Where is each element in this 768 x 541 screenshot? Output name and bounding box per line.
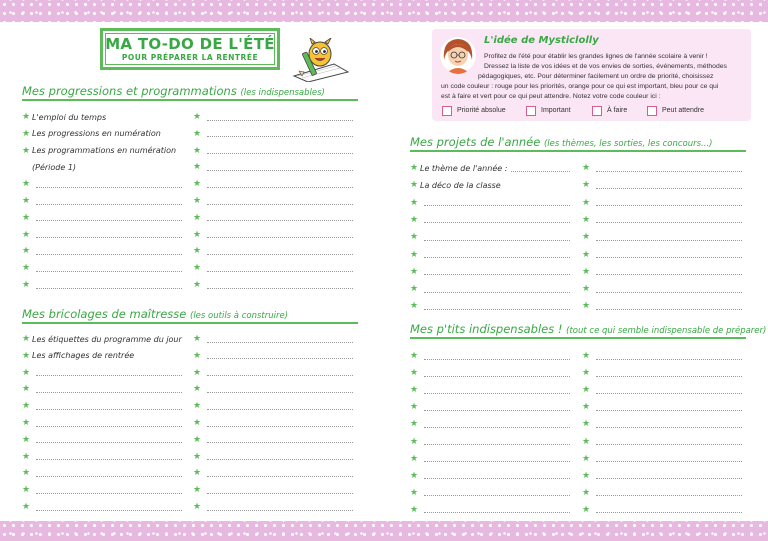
list-item-text: Le thème de l'année : bbox=[420, 163, 508, 173]
writing-line[interactable] bbox=[207, 392, 353, 393]
list-item bbox=[22, 483, 182, 497]
writing-line[interactable] bbox=[36, 237, 182, 238]
star-icon: ★ bbox=[22, 350, 31, 361]
list-item bbox=[410, 486, 570, 500]
teacher-avatar-icon bbox=[440, 36, 476, 74]
writing-line[interactable] bbox=[207, 442, 353, 443]
writing-line[interactable] bbox=[596, 478, 742, 479]
list-item bbox=[410, 400, 570, 414]
writing-line[interactable] bbox=[596, 205, 742, 206]
list-item bbox=[410, 178, 570, 192]
star-icon: ★ bbox=[410, 180, 419, 191]
star-icon: ★ bbox=[22, 468, 31, 479]
list-item bbox=[193, 382, 353, 396]
writing-line[interactable] bbox=[36, 510, 182, 511]
list-item bbox=[582, 248, 742, 262]
writing-line[interactable] bbox=[207, 358, 353, 359]
star-icon: ★ bbox=[582, 266, 591, 277]
star-icon: ★ bbox=[410, 368, 419, 379]
list-item bbox=[582, 486, 742, 500]
writing-line[interactable] bbox=[596, 292, 742, 293]
list-item bbox=[22, 211, 182, 225]
star-icon: ★ bbox=[193, 263, 202, 274]
star-icon: ★ bbox=[22, 334, 31, 344]
list-item bbox=[193, 160, 353, 174]
writing-line[interactable] bbox=[424, 512, 570, 513]
list-item bbox=[410, 417, 570, 431]
color-code-label: À faire bbox=[607, 107, 628, 114]
tip-line: pédagogiques, etc. Pour déterminer facilement un ordre de priorité, choisissez bbox=[478, 73, 714, 80]
star-icon: ★ bbox=[22, 502, 31, 512]
list-item bbox=[582, 230, 742, 244]
list-item bbox=[410, 248, 570, 262]
list-item bbox=[410, 469, 570, 483]
list-item-text: Les étiquettes du programme du jour bbox=[32, 334, 182, 344]
writing-line[interactable] bbox=[424, 359, 570, 360]
star-icon: ★ bbox=[193, 401, 202, 412]
star-icon: ★ bbox=[22, 418, 31, 428]
star-icon: ★ bbox=[22, 280, 31, 290]
list-item bbox=[22, 278, 182, 292]
star-icon: ★ bbox=[582, 487, 591, 498]
star-icon: ★ bbox=[193, 112, 202, 122]
writing-line[interactable] bbox=[207, 271, 353, 272]
list-item bbox=[22, 416, 182, 430]
list-item bbox=[193, 366, 353, 380]
list-item bbox=[193, 261, 353, 275]
page-subtitle: POUR PRÉPARER LA RENTRÉE bbox=[121, 53, 259, 62]
list-item bbox=[22, 450, 182, 464]
writing-line[interactable] bbox=[207, 510, 353, 511]
list-item bbox=[582, 161, 742, 175]
star-icon: ★ bbox=[410, 453, 419, 464]
writing-line[interactable] bbox=[36, 476, 182, 477]
list-item bbox=[22, 244, 182, 258]
list-item bbox=[582, 196, 742, 210]
list-item bbox=[193, 194, 353, 208]
writing-line[interactable] bbox=[36, 442, 182, 443]
star-icon: ★ bbox=[410, 232, 419, 243]
writing-line[interactable] bbox=[424, 376, 570, 377]
section-rule bbox=[410, 150, 746, 152]
star-icon: ★ bbox=[22, 212, 31, 223]
writing-line[interactable] bbox=[207, 153, 353, 154]
list-item-text: (Période 1) bbox=[32, 162, 77, 172]
writing-line[interactable] bbox=[207, 237, 353, 238]
tip-title: L'idée de Mysticlolly bbox=[484, 35, 599, 46]
list-item bbox=[22, 382, 182, 396]
star-icon: ★ bbox=[410, 197, 419, 208]
star-icon: ★ bbox=[22, 112, 31, 122]
writing-line[interactable] bbox=[207, 204, 353, 205]
star-icon: ★ bbox=[193, 384, 202, 395]
writing-line[interactable] bbox=[596, 427, 742, 428]
star-icon: ★ bbox=[582, 249, 591, 260]
star-icon: ★ bbox=[193, 196, 202, 206]
writing-line[interactable] bbox=[207, 476, 353, 477]
star-icon: ★ bbox=[410, 436, 419, 447]
star-icon: ★ bbox=[410, 351, 419, 361]
writing-line[interactable] bbox=[36, 187, 182, 188]
top-polka-band bbox=[0, 0, 768, 22]
list-item bbox=[22, 160, 182, 174]
star-icon: ★ bbox=[582, 351, 591, 361]
writing-line[interactable] bbox=[207, 187, 353, 188]
list-item bbox=[22, 433, 182, 447]
star-icon: ★ bbox=[193, 179, 202, 190]
writing-line[interactable] bbox=[596, 444, 742, 445]
list-item bbox=[22, 366, 182, 380]
writing-line[interactable] bbox=[424, 240, 570, 241]
writing-line[interactable] bbox=[596, 461, 742, 462]
color-code-checkbox-priorite[interactable] bbox=[442, 106, 452, 116]
writing-line[interactable] bbox=[424, 495, 570, 496]
star-icon: ★ bbox=[22, 434, 31, 445]
writing-line[interactable] bbox=[36, 392, 182, 393]
star-icon: ★ bbox=[22, 196, 31, 206]
bottom-polka-band bbox=[0, 521, 768, 541]
star-icon: ★ bbox=[22, 246, 31, 257]
list-item bbox=[410, 161, 570, 175]
writing-line[interactable] bbox=[36, 409, 182, 410]
list-item-text: Les progressions en numération bbox=[32, 129, 161, 139]
section-rule bbox=[410, 337, 746, 339]
star-icon: ★ bbox=[193, 212, 202, 223]
star-icon: ★ bbox=[22, 263, 31, 274]
writing-line[interactable] bbox=[596, 257, 742, 258]
writing-line[interactable] bbox=[36, 271, 182, 272]
writing-line[interactable] bbox=[424, 478, 570, 479]
writing-line[interactable] bbox=[596, 309, 742, 310]
writing-line[interactable] bbox=[36, 493, 182, 494]
list-item bbox=[193, 450, 353, 464]
list-item bbox=[410, 213, 570, 227]
list-item bbox=[410, 383, 570, 397]
list-item bbox=[582, 383, 742, 397]
writing-line[interactable] bbox=[424, 257, 570, 258]
writing-line[interactable] bbox=[596, 171, 742, 172]
star-icon: ★ bbox=[193, 502, 202, 512]
writing-line[interactable] bbox=[424, 393, 570, 394]
star-icon: ★ bbox=[582, 470, 591, 481]
list-item bbox=[22, 466, 182, 480]
star-icon: ★ bbox=[193, 280, 202, 290]
star-icon: ★ bbox=[410, 249, 419, 260]
list-item bbox=[22, 500, 182, 514]
writing-line[interactable] bbox=[596, 188, 742, 189]
list-item bbox=[193, 349, 353, 363]
writing-line[interactable] bbox=[424, 274, 570, 275]
list-item bbox=[582, 213, 742, 227]
list-item bbox=[22, 110, 182, 124]
star-icon: ★ bbox=[410, 385, 419, 396]
star-icon: ★ bbox=[410, 266, 419, 277]
star-icon: ★ bbox=[22, 451, 31, 462]
star-icon: ★ bbox=[193, 468, 202, 479]
writing-line[interactable] bbox=[424, 444, 570, 445]
star-icon: ★ bbox=[193, 350, 202, 361]
list-item bbox=[22, 332, 182, 346]
star-icon: ★ bbox=[410, 402, 419, 413]
section-heading-bricolages: Mes bricolages de maîtresse (les outils à construire) bbox=[22, 307, 289, 321]
list-item bbox=[193, 244, 353, 258]
writing-line[interactable] bbox=[207, 375, 353, 376]
writing-line[interactable] bbox=[36, 459, 182, 460]
list-item bbox=[193, 433, 353, 447]
star-icon: ★ bbox=[193, 128, 202, 139]
color-code-checkbox-important[interactable] bbox=[526, 106, 536, 116]
page-title: MA TO-DO DE L'ÉTÉ bbox=[105, 35, 275, 53]
star-icon: ★ bbox=[410, 470, 419, 481]
list-item bbox=[193, 332, 353, 346]
star-icon: ★ bbox=[410, 487, 419, 498]
writing-line[interactable] bbox=[424, 309, 570, 310]
writing-line[interactable] bbox=[596, 393, 742, 394]
list-item bbox=[193, 144, 353, 158]
list-item bbox=[193, 466, 353, 480]
star-icon: ★ bbox=[582, 368, 591, 379]
writing-line[interactable] bbox=[596, 410, 742, 411]
list-item bbox=[410, 435, 570, 449]
writing-line[interactable] bbox=[596, 376, 742, 377]
star-icon: ★ bbox=[193, 367, 202, 378]
star-icon: ★ bbox=[410, 214, 419, 225]
list-item bbox=[22, 228, 182, 242]
color-code-label: Important bbox=[541, 107, 571, 114]
list-item-text: Les affichages de rentrée bbox=[32, 351, 135, 361]
list-item bbox=[582, 417, 742, 431]
list-item bbox=[582, 435, 742, 449]
title-box bbox=[100, 28, 280, 70]
writing-line[interactable] bbox=[596, 495, 742, 496]
star-icon: ★ bbox=[582, 419, 591, 430]
star-icon: ★ bbox=[582, 504, 591, 515]
star-icon: ★ bbox=[582, 436, 591, 447]
writing-line[interactable] bbox=[596, 240, 742, 241]
star-icon: ★ bbox=[582, 180, 591, 191]
writing-line[interactable] bbox=[207, 342, 353, 343]
writing-line[interactable] bbox=[207, 493, 353, 494]
star-icon: ★ bbox=[193, 451, 202, 462]
star-icon: ★ bbox=[193, 246, 202, 257]
star-icon: ★ bbox=[22, 128, 31, 139]
star-icon: ★ bbox=[582, 453, 591, 464]
pencil-monster-icon bbox=[290, 38, 352, 82]
writing-line[interactable] bbox=[36, 375, 182, 376]
list-item bbox=[410, 452, 570, 466]
writing-line[interactable] bbox=[596, 359, 742, 360]
writing-line[interactable] bbox=[424, 427, 570, 428]
list-item bbox=[410, 366, 570, 380]
list-item bbox=[582, 265, 742, 279]
list-item bbox=[22, 261, 182, 275]
writing-line[interactable] bbox=[424, 461, 570, 462]
writing-line[interactable] bbox=[207, 254, 353, 255]
writing-line[interactable] bbox=[596, 512, 742, 513]
writing-line[interactable] bbox=[207, 220, 353, 221]
list-item bbox=[582, 366, 742, 380]
list-item bbox=[193, 127, 353, 141]
star-icon: ★ bbox=[582, 163, 591, 173]
list-item bbox=[193, 177, 353, 191]
star-icon: ★ bbox=[582, 284, 591, 295]
section-heading-indispensables: Mes p'tits indispensables ! (tout ce qui semble indispensable de préparer) bbox=[410, 322, 767, 336]
star-icon: ★ bbox=[582, 301, 591, 312]
writing-line[interactable] bbox=[36, 204, 182, 205]
list-item bbox=[193, 228, 353, 242]
list-item bbox=[410, 230, 570, 244]
list-item bbox=[582, 503, 742, 517]
list-item bbox=[193, 110, 353, 124]
list-item bbox=[193, 211, 353, 225]
list-item bbox=[22, 194, 182, 208]
list-item bbox=[582, 400, 742, 414]
list-item bbox=[22, 177, 182, 191]
list-item bbox=[582, 452, 742, 466]
tip-line: Dressez la liste de vos idées et de vos envies de sorties, événements, méthodes bbox=[484, 63, 727, 70]
list-item bbox=[410, 349, 570, 363]
writing-line[interactable] bbox=[596, 274, 742, 275]
star-icon: ★ bbox=[193, 145, 202, 156]
writing-line[interactable] bbox=[424, 222, 570, 223]
tip-line: est à faire et vert pour ce qui peut attendre. Notez votre code couleur ici : bbox=[441, 93, 661, 100]
star-icon: ★ bbox=[193, 434, 202, 445]
list-item bbox=[582, 349, 742, 363]
list-item bbox=[193, 500, 353, 514]
writing-line[interactable] bbox=[207, 170, 353, 171]
section-heading-progressions: Mes progressions et programmations (les indispensables) bbox=[22, 84, 325, 98]
tip-line: Profitez de l'été pour établir les grandes lignes de l'année scolaire à venir ! bbox=[484, 53, 708, 60]
writing-line[interactable] bbox=[36, 288, 182, 289]
star-icon: ★ bbox=[22, 384, 31, 395]
list-item-text: L'emploi du temps bbox=[32, 112, 107, 122]
color-code-checkbox-a-faire[interactable] bbox=[592, 106, 602, 116]
list-item-text: Les programmations en numération bbox=[32, 146, 177, 156]
color-code-label: Peut attendre bbox=[662, 107, 705, 114]
section-heading-projets: Mes projets de l'année (les thèmes, les sorties, les concours...) bbox=[410, 135, 713, 149]
star-icon: ★ bbox=[22, 145, 31, 156]
writing-line[interactable] bbox=[36, 254, 182, 255]
writing-line[interactable] bbox=[207, 459, 353, 460]
writing-line[interactable] bbox=[207, 136, 353, 137]
writing-line[interactable] bbox=[36, 220, 182, 221]
list-item bbox=[410, 196, 570, 210]
writing-line[interactable] bbox=[207, 120, 353, 121]
star-icon: ★ bbox=[410, 284, 419, 295]
list-item bbox=[582, 299, 742, 313]
star-icon: ★ bbox=[410, 419, 419, 430]
star-icon: ★ bbox=[193, 229, 202, 240]
list-item bbox=[582, 178, 742, 192]
list-item bbox=[410, 282, 570, 296]
list-item bbox=[193, 483, 353, 497]
star-icon: ★ bbox=[410, 504, 419, 515]
star-icon: ★ bbox=[22, 401, 31, 412]
star-icon: ★ bbox=[193, 162, 202, 173]
section-rule bbox=[22, 322, 358, 324]
star-icon: ★ bbox=[22, 485, 31, 496]
star-icon: ★ bbox=[410, 163, 419, 173]
list-item bbox=[410, 503, 570, 517]
star-icon: ★ bbox=[22, 367, 31, 378]
tip-line: un code couleur : rouge pour les priorités, orange pour ce qui est important, bleu pour ce qui bbox=[441, 83, 719, 90]
list-item bbox=[22, 144, 182, 158]
writing-line[interactable] bbox=[424, 205, 570, 206]
star-icon: ★ bbox=[193, 485, 202, 496]
star-icon: ★ bbox=[22, 229, 31, 240]
list-item bbox=[22, 127, 182, 141]
list-item bbox=[582, 469, 742, 483]
writing-line[interactable] bbox=[207, 409, 353, 410]
writing-line[interactable] bbox=[207, 288, 353, 289]
star-icon: ★ bbox=[582, 197, 591, 208]
writing-line[interactable] bbox=[207, 426, 353, 427]
star-icon: ★ bbox=[582, 214, 591, 225]
writing-line[interactable] bbox=[596, 222, 742, 223]
color-code-checkbox-peut-attendre[interactable] bbox=[647, 106, 657, 116]
list-item bbox=[410, 265, 570, 279]
writing-line[interactable] bbox=[36, 426, 182, 427]
star-icon: ★ bbox=[193, 334, 202, 344]
list-item-text: La déco de la classe bbox=[420, 180, 501, 190]
list-item bbox=[410, 299, 570, 313]
star-icon: ★ bbox=[582, 385, 591, 396]
list-item bbox=[22, 349, 182, 363]
writing-line[interactable] bbox=[511, 171, 570, 172]
star-icon: ★ bbox=[410, 301, 419, 312]
star-icon: ★ bbox=[582, 402, 591, 413]
star-icon: ★ bbox=[582, 232, 591, 243]
writing-line[interactable] bbox=[424, 410, 570, 411]
list-item bbox=[193, 399, 353, 413]
list-item bbox=[22, 399, 182, 413]
writing-line[interactable] bbox=[424, 292, 570, 293]
star-icon: ★ bbox=[193, 418, 202, 428]
star-icon: ★ bbox=[22, 179, 31, 190]
section-rule bbox=[22, 99, 358, 101]
list-item bbox=[193, 278, 353, 292]
list-item bbox=[193, 416, 353, 430]
list-item bbox=[582, 282, 742, 296]
color-code-label: Priorité absolue bbox=[457, 107, 506, 114]
